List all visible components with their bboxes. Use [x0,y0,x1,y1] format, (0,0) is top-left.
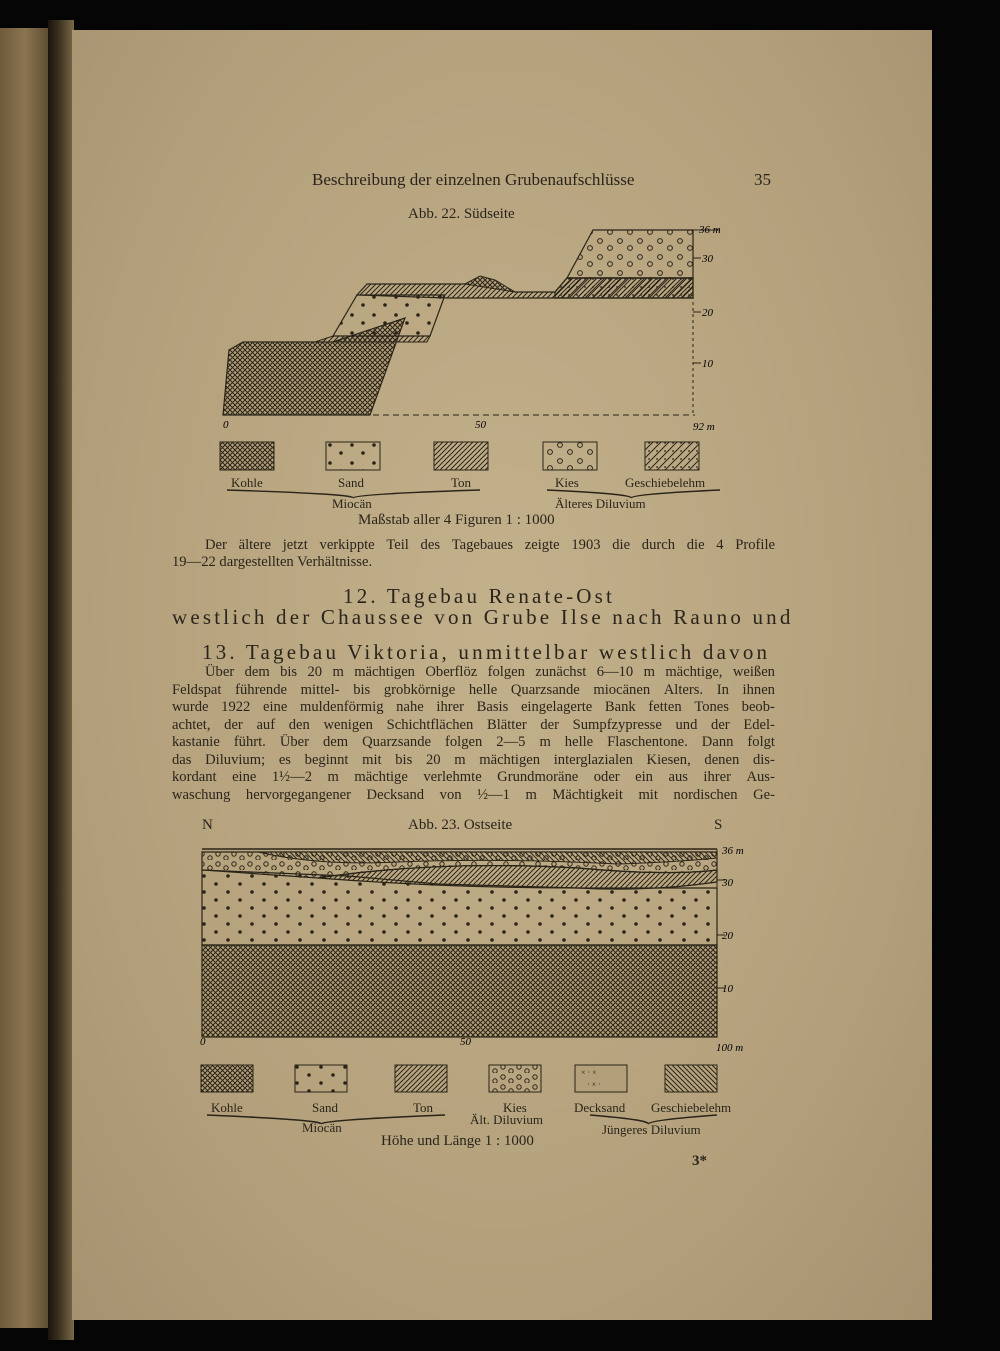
para2-line-3: wurde 1922 eine muldenförmig nahe ihrer Basis eingelagerte Bank fetten Tones beob- [172,699,775,715]
fig23-north: N [202,817,213,833]
book-gutter [48,20,74,1340]
fig22-legend-swatches [215,440,715,472]
fig23-swatch-sand [295,1065,347,1092]
fig23-legend-swatches [195,1063,725,1095]
fig23-group-alt-diluvium: Ält. Diluvium [470,1112,543,1127]
fig22-scale-10: 10 [702,358,713,370]
fig22-swatch-ton [434,442,488,470]
svg-text:× · ×: × · × [581,1068,597,1077]
para2-line-6: das Diluvium; es beginnt mit bis 20 m mächtigen interglazialen Kiesen, denen dis- [172,752,775,768]
fig22-scale-note: Maßstab aller 4 Figuren 1 : 1000 [358,512,555,528]
para2-line-8: waschung hervorgegangener Decksand von ½—1 m Mächtigkeit mit nordischen Ge- [172,787,775,803]
fig23-label-decksand: Decksand [574,1100,626,1115]
fig23-x-50: 50 [460,1036,471,1048]
fig23-scale-20: 20 [722,930,733,942]
fig22-profile [215,220,760,435]
fig22-swatch-kohle [220,442,274,470]
signature-mark: 3* [692,1153,707,1169]
fig22-group-diluvium: Älteres Diluvium [555,496,646,511]
fig22-x-50: 50 [475,419,486,431]
fig22-scale-20: 20 [702,307,713,319]
fig23-swatch-kohle [201,1065,253,1092]
para2-line-4: achtet, der auf den wenigen Schichtflächen Blätter der Sumpfzypresse und der Edel- [172,717,775,733]
fig23-profile [198,840,758,1055]
fig23-caption: Abb. 23. Ostseite [408,817,513,833]
para2-line-1: Über dem bis 20 m mächtigen Oberflöz folgen zunächst 6—10 m mächtige, weißen [205,664,775,680]
fig23-label-kies: Kies [503,1100,527,1115]
fig23-x-0: 0 [200,1036,206,1048]
fig22-caption: Abb. 22. Südseite [408,206,515,222]
fig22-group-miocaen: Miocän [332,496,372,511]
fig22-swatch-sand [326,442,380,470]
fig23-swatch-ton [395,1065,447,1092]
fig22-x-0: 0 [223,419,229,431]
fig23-scale-note: Höhe und Länge 1 : 1000 [381,1133,534,1149]
fig22-group-braces [225,488,725,500]
fig23-group-jung-diluvium: Jüngeres Diluvium [602,1122,701,1137]
fig23-scale-100: 100 m [716,1042,744,1054]
para2-line-2: Feldspat führende mittel- bis grobkörnige helle Quarzsande miocänen Alters. In ihnen [172,682,775,698]
fig22-scale-36: 36 m [699,224,721,236]
fig22-label-sand: Sand [338,475,364,490]
fig23-swatch-kies [489,1065,541,1092]
fig23-label-sand: Sand [312,1100,338,1115]
running-title: Beschreibung der einzelnen Grubenaufschlüsse [312,170,635,189]
para1-line-2: 19—22 dargestellten Verhältnisse. [172,554,373,570]
fig23-group-miocaen: Miocän [302,1120,342,1135]
para2-line-5: kastanie führt. Über dem Quarzsande folgen 2—5 m helle Flaschentone. Dann folgt [172,734,775,750]
fig23-scale-10: 10 [722,983,733,995]
fig22-scale-92: 92 m [693,421,715,433]
fig22-swatch-kies [543,442,597,470]
section-heading-3: 13. Tagebau Viktoria, unmittelbar westlich davon [202,640,771,664]
fig23-scale-30: 30 [722,877,733,889]
svg-text:· × ·: · × · [587,1080,601,1089]
fig22-label-kohle: Kohle [231,475,263,490]
para2-line-7: kordant eine 1½—2 m mächtige verlehmte Grundmoräne oder ein aus ihrer Aus- [172,769,775,785]
fig22-label-kies: Kies [555,475,579,490]
fig23-swatch-geschiebelehm [665,1065,717,1092]
fig23-label-geschiebelehm: Geschiebelehm [651,1100,732,1115]
para1-line-1: Der ältere jetzt verkippte Teil des Tagebaues zeigte 1903 die durch die 4 Profile [205,537,775,553]
fig22-swatch-geschiebelehm [645,442,699,470]
fig22-scale-30: 30 [702,253,713,265]
page-number: 35 [754,170,771,189]
fig23-label-kohle: Kohle [211,1100,243,1115]
section-heading-1: 12. Tagebau Renate-Ost [343,584,616,608]
section-heading-2: westlich der Chaussee von Grube Ilse nach Rauno und [172,605,794,629]
fig23-scale-36: 36 m [722,845,744,857]
fig23-south: S [714,817,723,833]
fig22-label-geschiebelehm: Geschiebelehm [625,475,706,490]
facing-page-edge [0,28,50,1328]
fig22-label-ton: Ton [451,475,472,490]
fig23-label-ton: Ton [413,1100,434,1115]
